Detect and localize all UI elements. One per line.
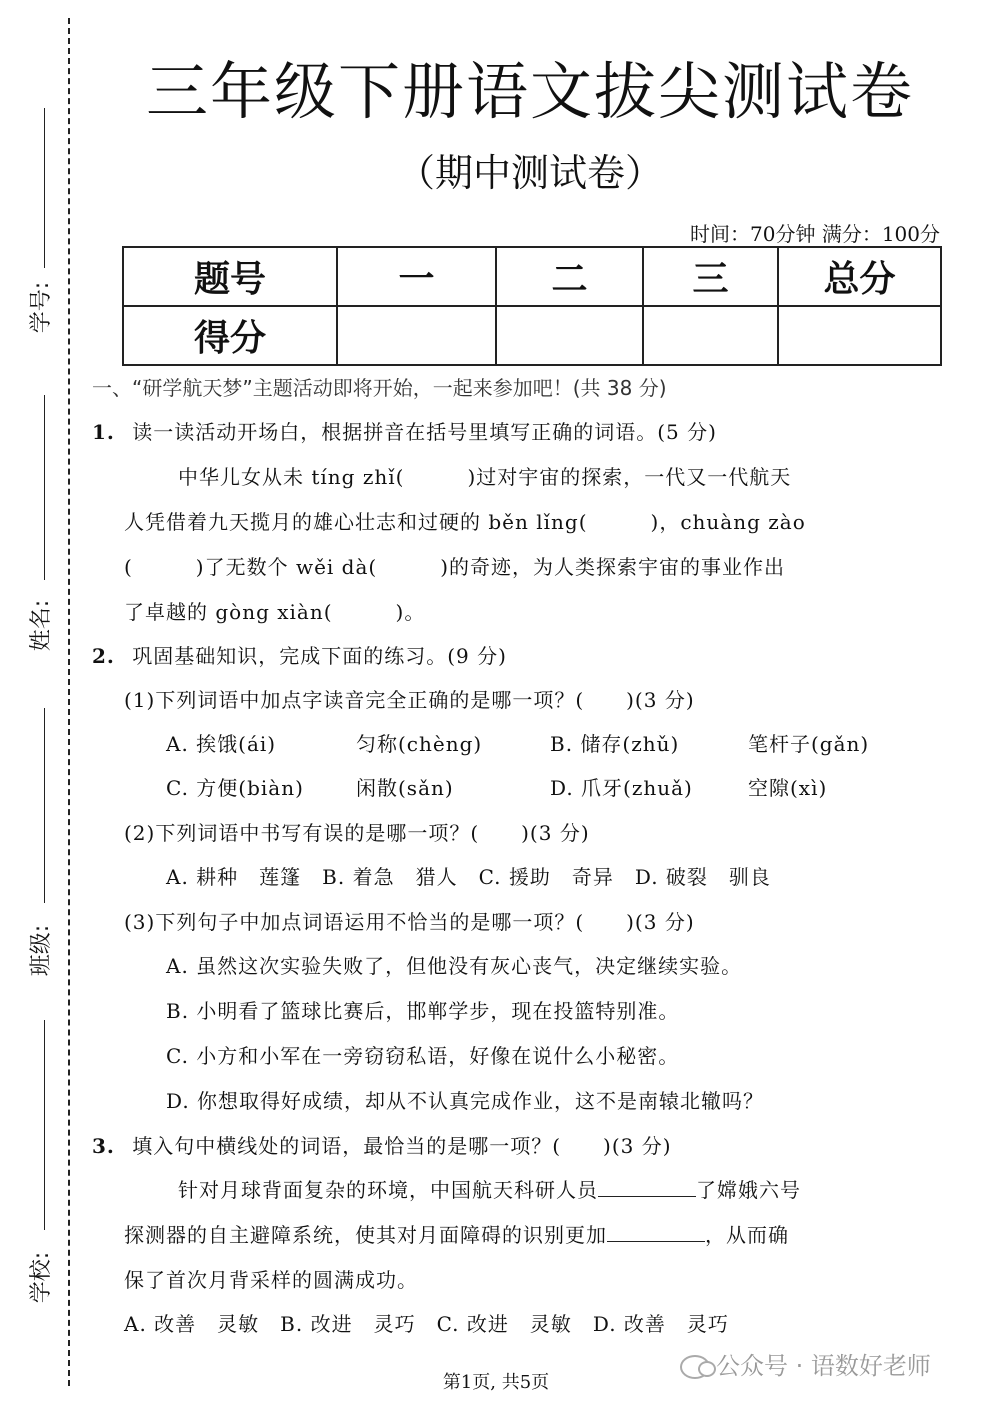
q3-line-1-text-a: 针对月球背面复杂的环境，中国航天科研人员 (178, 1178, 598, 1202)
q3-line-2 (124, 1219, 789, 1248)
question-number: 3. (92, 1134, 115, 1158)
page-number: 第1页, 共5页 (442, 1372, 550, 1393)
q1-line-2: 人凭借着九天揽月的雄心壮志和过硬的 běn lǐng( )，chuàng zào (124, 510, 806, 534)
student-id-line (44, 108, 45, 268)
question-3-prompt (92, 1130, 672, 1159)
watermark (680, 1346, 931, 1381)
question-2-prompt (92, 640, 507, 669)
question-1-prompt (92, 416, 717, 445)
score-table-score-row (123, 306, 941, 365)
question-text: 读一读活动开场白，根据拼音在括号里填写正确的词语。(5 分) (132, 420, 717, 444)
page-title: 三年级下册语文拔尖测试卷 (145, 55, 914, 128)
q2-sub1-option-b2: 笔杆子(gǎn) (748, 732, 870, 756)
q2-sub3-option-a: A. 虽然这次实验失败了，但他没有灰心丧气，决定继续实验。 (166, 954, 743, 978)
time-info: 时间：70分钟 满分：100分 (690, 222, 940, 246)
score-cell-1[interactable] (337, 306, 496, 365)
q2-sub2-options: A. 耕种 莲篷 B. 着急 猎人 C. 援助 奇异 D. 破裂 驯良 (166, 865, 771, 889)
q3-blank-2[interactable] (607, 1223, 705, 1242)
q3-options: A. 改善 灵敏 B. 改进 灵巧 C. 改进 灵敏 D. 改善 灵巧 (124, 1312, 729, 1336)
q2-sub1-option-d1: D. 爪牙(zhuǎ) (550, 776, 693, 800)
q3-line-2-text-b: ，从而确 (705, 1223, 789, 1247)
q2-sub1-option-a1: A. 挨饿(ái) (166, 732, 277, 756)
q3-line-1-text-b: 了嫦娥六号 (696, 1178, 801, 1202)
q2-sub1-option-d2: 空隙(xì) (748, 776, 828, 800)
q1-line-4: 了卓越的 gòng xiàn( )。 (124, 600, 426, 624)
score-header-cell: 三 (643, 247, 778, 306)
q3-line-1 (178, 1174, 801, 1203)
q2-sub1-option-b1: B. 储存(zhǔ) (550, 732, 680, 756)
class-line (44, 708, 45, 903)
question-text: 填入句中横线处的词语，最恰当的是哪一项？( )(3 分) (132, 1134, 672, 1158)
q1-line-1: 中华儿女从未 tíng zhǐ( )过对宇宙的探索，一代又一代航天 (178, 465, 792, 489)
name-label: 姓名: (29, 599, 55, 652)
q2-sub3-option-d: D. 你想取得好成绩，却从不认真完成作业，这不是南辕北辙吗？ (166, 1089, 765, 1113)
score-cell-total[interactable] (778, 306, 941, 365)
section-heading: 一、“研学航天梦”主题活动即将开始，一起来参加吧！(共 38 分) (92, 376, 667, 400)
q2-sub1-option-c1: C. 方便(biàn) (166, 776, 304, 800)
score-table (122, 246, 942, 366)
school-label: 学校: (29, 1251, 55, 1304)
score-header-cell: 题号 (123, 247, 337, 306)
q3-blank-1[interactable] (598, 1178, 696, 1197)
question-number: 2. (92, 644, 115, 668)
binding-dashed-line (68, 18, 70, 1386)
wechat-icon (680, 1355, 710, 1379)
watermark-text: 公众号 · 语数好老师 (716, 1352, 931, 1380)
q3-line-3: 保了首次月背采样的圆满成功。 (124, 1268, 418, 1292)
student-id-label: 学号: (29, 281, 55, 334)
score-cell-3[interactable] (643, 306, 778, 365)
q2-sub1-option-a2: 匀称(chèng) (356, 732, 483, 756)
question-number: 1. (92, 420, 115, 444)
score-row-label: 得分 (123, 306, 337, 365)
score-header-cell: 总分 (778, 247, 941, 306)
q2-sub3-option-b: B. 小明看了篮球比赛后，邯郸学步，现在投篮特别准。 (166, 999, 680, 1023)
q2-sub1: (1)下列词语中加点字读音完全正确的是哪一项？( )(3 分) (124, 688, 695, 712)
score-header-cell: 一 (337, 247, 496, 306)
score-table-header-row (123, 247, 941, 306)
class-label: 班级: (29, 924, 55, 977)
q3-line-2-text-a: 探测器的自主避障系统，使其对月面障碍的识别更加 (124, 1223, 607, 1247)
q2-sub1-option-c2: 闲散(sǎn) (356, 776, 454, 800)
score-cell-2[interactable] (496, 306, 643, 365)
score-header-cell: 二 (496, 247, 643, 306)
q1-line-3: ( )了无数个 wěi dà( )的奇迹，为人类探索宇宙的事业作出 (124, 555, 786, 579)
q2-sub2: (2)下列词语中书写有误的是哪一项？( )(3 分) (124, 821, 590, 845)
school-line (44, 1020, 45, 1230)
q2-sub3: (3)下列句子中加点词语运用不恰当的是哪一项？( )(3 分) (124, 910, 695, 934)
name-line (44, 395, 45, 580)
page-subtitle: （期中测试卷） (396, 151, 663, 195)
q2-sub3-option-c: C. 小方和小军在一旁窃窃私语，好像在说什么小秘密。 (166, 1044, 680, 1068)
question-text: 巩固基础知识，完成下面的练习。(9 分) (132, 644, 507, 668)
